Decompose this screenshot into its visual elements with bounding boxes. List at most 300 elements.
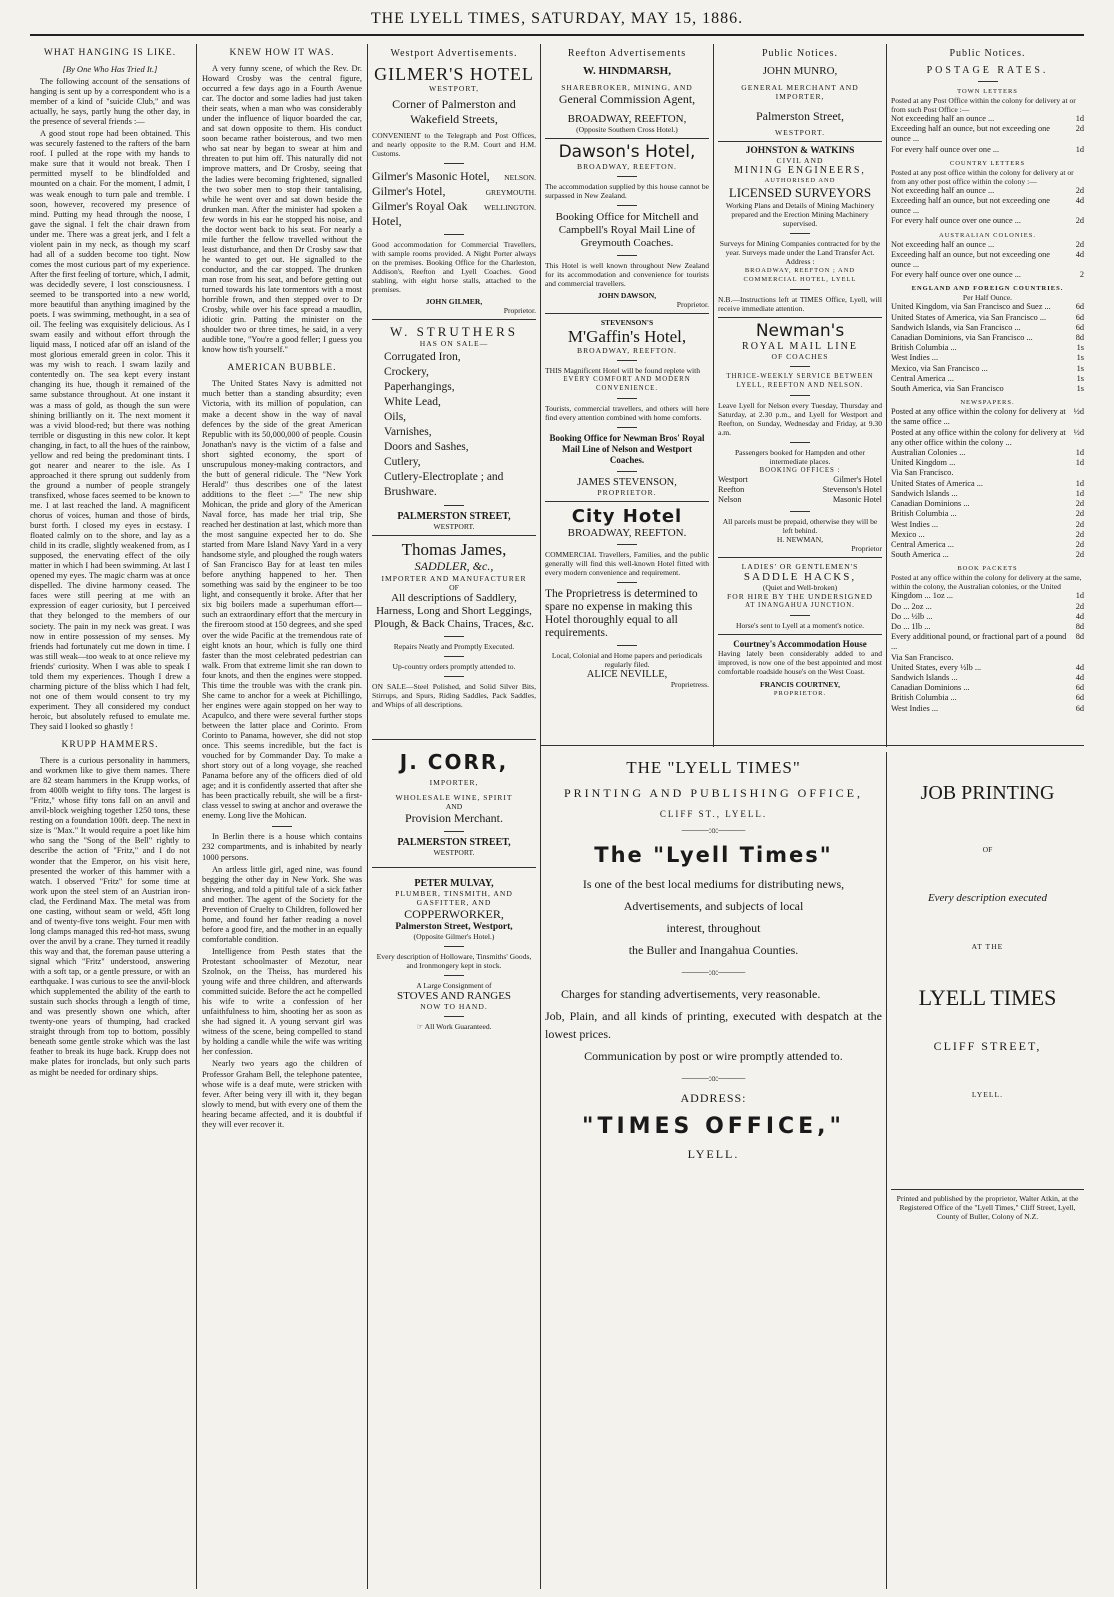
ad-text: Horse's sent to Lyell at a moment's notice. [735,620,864,630]
rate-label: Via San Francisco. [891,652,954,662]
ad-text: (Opposite Gilmer's Hotel.) [413,932,495,941]
ad-text: Tourists, commercial travellers, and others will here find every attention combined with home comforts. [545,404,709,422]
rate-label: Do ... 1lb ... [891,621,931,631]
ad-text: A Large Consignment of [416,981,492,990]
rate-label: Posted at any office within the colony for delivery at any other office within the colony ... [891,427,1066,447]
ad-address: BROADWAY, REEFTON. [577,162,677,171]
ad-text: Advertisements, and subjects of local [623,899,804,913]
ad-text: LADIES' OR GENTLEMEN'S [741,561,859,571]
rate-row [891,216,1084,226]
rate-row [891,704,1084,714]
paragraph: A good stout rope had been obtained. This was securely fastened to the rafters of the barn roof. I pulled at the rope with my hands to make sure that it would not break. Then I permitted myself to be blindfolded and mounted on a chair. For the moment, I admit, I was weak enough to turn pale and tremble. I soon, however, recovered my presence of mind. Putting my head through the noose, I gave the signal. I felt the chair drawn from under me. There was a great jerk, and I felt a violent pain in my neck, as though my scarf had all of a sudden become too tight. Now comes the most curious part of my experience. After the first feeling of torture, which, I admit, was decidedly severe, I lost consciousness. I seemed to be transported into a new world, more beautiful than anything imagined by the poets. I was swimming, methought, in a sea of oil. The feeling was exquisitely delicious. As I swam easily and without effort through the liquid mass, I noticed afar off an island of the most glorious emerald green in color. This it was my wish to reach. I swam lazily and contentedly on. The sea kept every instant changing its hue, though it remained of the same substance throughout. At one instant it was a mass of gold, as though the sun were shining brilliantly on it. The next moment it was a vivid blood-red; but there was nothing terrible or disgusting in this new color. It kept changing, in fact, to all the hues of the rainbow, yellow and red being the predominant tints. I got nearer and nearer to the isle. As I approached it there sprung out suddenly from the ground a number of people strangely transfixed, whose faces seemed to be known to me. I at last reached the land. A magnificent chorus of voices, human and those of birds, burst forth. I closed my eyes in ecstasy. I floated calmly on to the shore, and lay as a child in its cradle, slightly weakened from, as I supposed, the enervating effect of the oily matter in which I had been swimming. At last I opened my eyes. The magic charm was at once dispelled. The divine harmony ceased. The faces were still peering at me with an expression of eager curiosity, but I perceived that they belonged to the members of our society. The pain in my neck was great. I was now in entire possession of my senses. My friends had fortunately cut me down in time. I was still weak—too weak to at once relieve my friends' curiosity. When I was able to speak I told them my experiences. Though I drew a charming picture of the bliss which I had felt, not one of them would consent to try my experiment. They all considered my conduct heroic, but absolutely refused to emulate me. They said I looked so ghastly ! [30,129,190,731]
ad-address: PALMERSTON STREET, [397,837,511,848]
separator [617,582,637,583]
ad-title: Courtney's Accommodation House [733,638,867,649]
ad-text: The Proprietress is determined to spare no expense in making this Hotel thoroughly equal to all requirements. [545,588,698,639]
rate-row [891,520,1084,530]
rate-price: 1d [1075,488,1084,498]
list-item: Oils, [384,411,407,423]
ad-town: WESTPORT. [433,522,475,531]
rate-label: Every additional pound, or fractional part of a pound ... [891,632,1067,652]
rate-label: Not exceeding half an ounce ... [891,114,995,123]
separator [444,656,464,657]
rate-price: 1d [1075,591,1084,601]
ad-title: "TIMES OFFICE," [581,1114,846,1139]
rate-label: Sandwich Islands, via San Francisco ... [891,322,1021,332]
ad-title: The "Lyell Times" [594,843,833,867]
ad-role: Proprietress. [670,680,709,689]
separator [444,234,464,235]
section-header: Reefton Advertisements [567,48,687,59]
section-rule [372,739,536,740]
article-title: AMERICAN BUBBLE. [227,363,337,374]
ad-text: interest, throughout [666,921,761,935]
office-hotel: Gilmer's Hotel [833,475,882,484]
rate-label: Posted at any office within the colony for delivery at the same office ... [891,407,1066,427]
hotel-name: Gilmer's Hotel, [372,184,446,198]
list-item: White Lead, [384,396,441,408]
masthead: THE LYELL TIMES, SATURDAY, MAY 15, 1886. [370,10,744,27]
ad-title: GILMER'S HOTEL [374,64,534,84]
rate-label: Canadian Dominions ... [891,683,970,693]
hotel-town: NELSON. [504,173,536,182]
office-town: Reefton [718,485,745,495]
ad-text: COMMERCIAL Travellers, Families, and the public generally will find this well-known Hotel fitted with every modern convenience and requirement. [545,550,709,577]
ad-text: NOW TO HAND. [420,1002,488,1011]
rate-label: British Columbia ... [891,693,957,703]
rate-label: Canadian Dominions ... [891,499,970,509]
office-row [718,475,882,485]
ad-trade: SADDLER, &c., [414,559,494,573]
ad-trade: WHOLESALE WINE, SPIRIT [395,793,513,802]
ad-text: AT THE [971,942,1004,951]
ad-address: Palmerston Street, Westport, [395,922,513,932]
ad-text: FOR HIRE BY THE UNDERSIGNED [727,591,873,601]
rate-row [891,145,1084,155]
rate-label: Kingdom ... 1oz ... [891,591,953,601]
separator [790,615,810,616]
column-divider [886,752,887,1589]
rate-price: 6d [1075,302,1084,312]
column-5 [718,44,882,741]
ad-text: EVERY COMFORT AND MODERN CONVENIENCE. [563,376,691,392]
rate-price: 1s [1076,343,1084,353]
rate-price: 8d [1075,333,1084,343]
ad-text: (Opposite Southern Cross Hotel.) [576,125,678,134]
ad-text: IMPORTER AND MANUFACTURER [381,574,527,583]
section-rule [891,1189,1084,1190]
ad-text: This Hotel is well known throughout New Zealand for its accommodation and convenience for tourists and commercial travellers. [545,261,709,288]
ad-text: Booking Office for Newman Bros' Royal Mail Line of Nelson and Westport Coaches. [549,433,705,465]
rate-price: 2d [1075,239,1084,249]
ad-address: BROADWAY, REEFTON ; AND COMMERCIAL HOTEL, LYELL [743,267,857,283]
article-title: KNEW HOW IT WAS. [229,48,335,58]
ad-title: Newman's [755,321,845,341]
ad-text: Every description executed [927,892,1048,904]
ad-trade: SHAREBROKER, MINING, AND [561,83,693,92]
rate-price: 2d [1075,499,1084,509]
ad-text: Is one of the best local mediums for distributing news, [582,877,845,891]
column-divider [196,44,197,1589]
rate-label: Mexico ... [891,529,925,539]
ad-title: J. CORR, [399,750,509,774]
ad-town: LYELL. [971,1090,1004,1099]
rate-label: Central America ... [891,373,954,383]
rate-label: Exceeding half an ounce, but not exceeding one ounce ... [891,124,1050,144]
separator [617,205,637,206]
rate-price: 2 [1079,270,1084,280]
rate-price: 1s [1076,353,1084,363]
rate-row [891,114,1084,124]
ad-text: N.B.—Instructions left at TIMES Office, Lyell, will receive immediate attention. [718,295,882,313]
column-4 [545,44,709,741]
separator [444,946,464,947]
ad-text: General Commission Agent, [558,92,696,106]
column-3 [372,44,536,1591]
rate-row [891,509,1084,519]
ad-title: LYELL TIMES [918,985,1057,1010]
imprint: Printed and published by the proprietor, Walter Atkin, at the Registered Office of the "Lyell Times," Cliff Street, Lyell, County of Buller, Colony of N.Z. [896,1194,1079,1221]
office-town: Nelson [718,495,742,505]
rates-table [891,114,1084,155]
rate-price: 1d [1075,448,1084,458]
ad-text: AT INANGAHUA JUNCTION. [745,601,855,609]
ad-town: WESTPORT, [429,84,479,93]
ad-text: Local, Colonial and Home papers and periodicals regularly filed. [551,651,703,669]
ad-title: LICENSED SURVEYORS [728,185,872,200]
ad-town: LYELL. [687,1147,740,1161]
separator [617,427,637,428]
ad-text: Up-country orders promptly attended to. [392,662,516,671]
rate-label: Mexico, via San Francisco ... [891,363,988,373]
rate-row [891,302,1084,312]
rate-row [891,550,1084,560]
ad-text: STOVES AND RANGES [396,990,512,1002]
rate-row [891,468,1084,478]
article-body [30,756,190,1078]
rate-label: Do ... ½lb ... [891,611,933,621]
separator [444,636,464,637]
rate-price: 8d [1075,621,1084,631]
ad-title: M'Gaffin's Hotel, [567,327,687,346]
ad-text: All descriptions of Saddlery, Harness, Long and Short Leggings, Plough, & Back Chains, Traces, &c. [374,592,534,630]
separator [617,645,637,646]
separator [617,255,637,256]
rate-price: 1s [1076,384,1084,394]
rates-heading: AUSTRALIAN COLONIES. [939,231,1036,239]
rate-row [891,540,1084,550]
rate-label: Australian Colonies ... [891,448,966,458]
ad-role: Proprietor. [676,300,709,309]
ad-text: Working Plans and Details of Mining Machinery prepared and the Erection Mining Machinery supervised. [725,201,875,228]
rate-label: South America, via San Francisco [891,384,1004,394]
ad-role: Proprietor. [503,306,536,315]
ad-text: All parcels must be prepaid, otherwise they will be left behind. [722,516,878,535]
ornament-divider: ———:o:——— [681,825,746,835]
rate-row [891,364,1084,374]
section-header: Public Notices. [761,48,839,59]
section-header: Westport Advertisements. [390,48,518,59]
separator [272,826,292,827]
ad-title: JOHN MUNRO, [762,65,838,77]
ad-address: Corner of Palmerston and Wakefield Streets, [392,97,516,126]
office-hotel: Masonic Hotel [832,495,882,505]
article-body [30,77,190,732]
rates-intro: Posted at any office within the colony for delivery at the same, within the colony, the Australian colonies, or the United [891,573,1082,592]
section-rule [718,634,882,635]
rate-label: Central America ... [891,539,954,549]
rate-label: British Columbia ... [891,509,957,519]
ad-address: BROADWAY, REEFTON, [567,113,687,125]
article-title: WHAT HANGING IS LIKE. [43,48,177,58]
rate-label: Do ... 2oz ... [891,601,932,611]
section-header: Public Notices. [949,48,1026,59]
rate-row [891,622,1084,632]
ad-trade: GENERAL MERCHANT AND IMPORTER, [741,83,859,101]
rate-row [891,458,1084,468]
ad-owner: STEVENSON'S [600,318,654,327]
rate-price: 1d [1075,458,1084,468]
rate-price: ½d [1073,427,1084,437]
ad-item-list [372,350,536,500]
paragraph: A very funny scene, of which the Rev. Dr. Howard Crosby was the central figure, occurred a few days ago in a Fourth Avenue car. The doctor and some ladies had just taken their seats, when a man who was considerably under the influence of liquor boarded the car, and sat down opposite to them. His conduct soon became rather boisterous, and two men who sat near by began to swear at him and threaten to put him off. This naturally did not improve matters, and Dr Crosby, seeing that the ladies were becoming frightened, signalled the two sober men to stop their tantalising, while he went over and sat down beside the drunken man. After the minister had spoken a few words in his ear he stopped his noise, and the doctor went back to his seat. For nearly a mile further the fellow travelled without the least disturbance, and then Dr Crosby saw that he wanted to get out. He signalled to the conductor, and the car stopped. The drunken man rose from his seat, and before getting out turned towards his late tormentors with a most horrible frown, and then stepped over to Dr Crosby, while over his face spread a maudlin, idiotic grin. Patting the minister on the shoulder two or three times, he said, in a very audible tone, "You're a good feller; I guess you know how tis'h yourself." [202,64,362,355]
column-divider [367,44,368,1589]
ad-text: Every description of Holloware, Tinsmiths' Goods, and Ironmongery kept in stock. [376,952,532,970]
job-printing-ad [891,752,1084,1591]
ad-signature: JOHN DAWSON, [597,291,657,300]
paragraph: In Berlin there is a house which contains 232 compartments, and is inhabited by nearly 1000 persons. [202,832,362,862]
rate-label: For every half ounce over one ... [891,144,1000,154]
rates-table [891,240,1084,281]
ad-text: BOOKING OFFICES : [759,467,841,474]
paragraph: The United States Navy is admitted not much better than a standing absurdity; even Victoria, with its million of population, can make a decent show in the way of naval defences by the side of the great American Republic with its 50,000,000 of people. Cousin Jonathan's navy is the victim of a false and short sighted economy, the sport of unscrupulous money-making contractors, and the butt of general ridicule. The "New York Herald" thus describes one of the latest additions to the fleet :—" The new ship Mohican, the pride and glory of the American Naval force, has made her trial trip, She reached her destination at last, which more than the most sanguine expected her to do. She started from Mare Island Navy Yard in a very handsome style, and ploughed the rough waters of San Francisco Bay for at least ten miles before anything happened to her. Then something was said by the engineer to be too light, and consequently it broke. After that her six big boilers made a superhuman effort—such an extraordinary effort that the mercury in the fireroom stood at 150 degrees, and she sped over the wide Pacific at the tremendous rate of eight knots an hour, which is fully one third faster than the most celebrated pedestrian can walk. From that extreme limit she ran down to four knots, and then the engines were stopped. This time the trouble was with the crank pin. She came to anchor for a week at Pichillingo, her engines were again stopped on her way to Acapulco, and there were several further stops between the latter place and Corinto. From Corinto to Panama, however, she did not stop once. This seems incredible, but the fact is vouched for by Commander Day. To make a short story out of a long voyage, she reached Panama before any of the officers died of old age; and it is confidently asserted that after she has been practically rebuilt, she will be a first-class vessel to swing at anchor and overawe the enemy. Long live the Mohican. [202,379,362,821]
separator [444,831,464,832]
section-rule [545,138,709,139]
ad-text: COPPERWORKER, [404,907,504,921]
rate-price: 6d [1075,322,1084,332]
rate-price: 6d [1075,703,1084,713]
rates-table [891,186,1084,227]
ad-signature: JOHN GILMER, [425,297,483,306]
rate-row [891,313,1084,323]
rate-row [891,602,1084,612]
hotel-town: GREYMOUTH. [485,188,536,197]
separator [444,505,464,506]
separator [617,360,637,361]
ad-label: ADDRESS: [680,1091,747,1105]
ad-signature: JAMES STEVENSON, [577,477,677,488]
separator [617,471,637,472]
rates-table [891,407,1084,560]
ad-text: THIS Magnificent Hotel will be found replete with [545,366,701,375]
ad-text: Address : [785,257,815,266]
rate-row [891,333,1084,343]
rate-row [891,499,1084,509]
hotel-name: Gilmer's Royal Oak Hotel, [372,199,468,228]
rate-price: 2d [1075,509,1084,519]
section-rule [372,535,536,536]
rate-row [891,489,1084,499]
list-item: Crockery, [384,366,429,378]
ad-text: ROYAL MAIL LINE [742,341,858,352]
rates-heading: NEWSPAPERS. [960,399,1015,407]
rate-label: West Indies ... [891,703,939,713]
rate-label: West Indies ... [891,353,939,363]
hotel-town: WELLINGTON. [484,203,536,212]
column-6 [891,44,1084,741]
section-rule [545,501,709,502]
rates-heading: ENGLAND AND FOREIGN COUNTRIES. [911,285,1064,293]
rate-price: 6d [1075,312,1084,322]
ad-title: Dawson's Hotel, [558,142,696,162]
ad-text: OF [982,845,993,854]
rates-intro: Posted at any post office within the colony for delivery at or from any other post office within the colony :— [891,167,1074,186]
rates-subheading: Per Half Ounce. [962,293,1013,303]
rate-price: 1d [1075,144,1084,154]
ad-text: ☞ All Work Guaranteed. [416,1022,492,1031]
rate-row [891,448,1084,458]
rate-row [891,124,1084,144]
rate-label: For every half ounce over one ounce ... [891,270,1021,280]
ad-town: WESTPORT. [433,848,475,857]
paragraph: The following account of the sensations of hanging is sent up by a correspondent who is a member of a kind of "suicide Club," and was actually, he says, partly hung the other day, in the presence of several friends :— [30,77,190,127]
ad-text: Job, Plain, and all kinds of printing, executed with despatch at the lowest prices. [545,1009,882,1041]
ad-title: W. HINDMARSH, [583,65,671,77]
ad-address: CLIFF STREET, [933,1039,1042,1053]
rate-price: 2d [1075,124,1084,134]
ad-text: Passengers booked for Hampden and other intermediate places. [734,448,866,466]
rate-price: 4d [1075,249,1084,259]
rate-label: South America ... [891,550,949,560]
rate-price: 1d [1075,478,1084,488]
rate-row [891,530,1084,540]
ad-address: Palmerston Street, [756,109,844,123]
ad-hotel-list [372,169,536,229]
list-item: Cutlery-Electroplate ; and [384,471,504,483]
separator [790,289,810,290]
ad-text: Good accommodation for Commercial Travellers, with sample rooms provided. A Night Porter always on the premises. Booking Office for the Charleston, Addison's, Reefton and Lyell Coaches. Good stabling, with eight horse stalls, attached to the premises. [372,240,536,294]
rate-row [891,186,1084,196]
rates-title: POSTAGE RATES. [926,65,1049,76]
list-item: Doors and Sashes, [384,441,469,453]
section-rule [372,319,536,320]
separator [617,544,637,545]
list-item: Paperhangings, [384,381,455,393]
ad-text: OF COACHES [771,352,829,361]
rate-price: 2d [1075,519,1084,529]
ad-signature: ALICE NEVILLE, [586,669,668,680]
ad-role: Proprietor [851,543,882,553]
ornament-divider: ———:o:——— [681,967,746,977]
ad-text: Leave Lyell for Nelson every Tuesday, Thursday and Saturday, at 2.30 p.m., and Lyell for Westport and Reefton, on Sunday, Wednesday and Friday, at 9.30 a.m. [718,401,882,437]
office-town: Westport [718,475,748,484]
rate-row [891,632,1084,652]
ad-text: Communication by post or wire promptly attended to. [584,1049,843,1063]
rate-price: 8d [1075,632,1084,642]
rate-price: 6d [1075,693,1084,703]
rate-price: 2d [1075,601,1084,611]
rate-label: Canadian Dominions, via San Francisco ... [891,333,1033,343]
list-item: Cutlery, [384,456,421,468]
rate-price: 1s [1076,373,1084,383]
list-item: Varnishes, [384,426,432,438]
rate-price: 1s [1076,363,1084,373]
list-item: Corrugated Iron, [384,351,461,363]
rates-intro: Posted at any Post Office within the colony for delivery at or from such Post Office :— [891,96,1076,114]
section-rule [718,317,882,318]
paragraph: Intelligence from Pesth states that the Protestant schoolmaster of Mezotur, near Szolnok, on the Theiss, has murdered his young wife and three children, and afterwards committed suicide. Before the act he compelled his wife to write a confession of her unfaithfulness to him, shooting her as soon as she had signed it. A young servant girl was witness of the scene, being compelled to stand by holding a candle while the wife was writing her confession. [202,946,362,1057]
rate-row [891,693,1084,703]
rate-row [891,250,1084,270]
office-hotel: Stevenson's Hotel [822,485,882,495]
ad-title: JOHNSTON & WATKINS [745,146,855,156]
rate-row [891,196,1084,216]
ad-text: CIVIL AND [776,156,824,165]
rate-price: 2d [1075,185,1084,195]
rate-label: United Kingdom, via San Francisco and Suez ... [891,302,1051,312]
rate-label: West Indies ... [891,519,939,529]
ad-role: PROPRIETOR. [597,488,657,497]
rate-price: 2d [1075,539,1084,549]
ad-title: Thomas James, [401,540,507,559]
column-divider [540,44,541,1589]
rate-row [891,663,1084,673]
paragraph: An artless little girl, aged nine, was found begging the other day in New York. She was shivering, and told a pitiful tale of a sick father and mother. The agent of the Society for the Prevention of Cruelty to Children, followed her home, and found her father reading a novel before a good fire, and the mother in an equally comfortable condition. [202,864,362,944]
ad-text: Charges for standing advertisements, very reasonable. [561,987,821,1001]
ad-role: PROPRIETOR. [773,689,827,697]
separator [617,176,637,177]
office-row [718,485,882,495]
rate-label: British Columbia ... [891,343,957,353]
rate-row [891,353,1084,363]
rate-row [891,270,1084,280]
ad-title: SADDLE HACKS, [743,570,857,583]
ad-text: Having lately been considerably added to and improved, is now one of the best appointed and most comfortable roadside house's on the West Coast. [718,648,882,676]
separator [444,1016,464,1017]
ad-text: Booking Office for Mitchell and Campbell's Royal Mail Line of Greymouth Coaches. [555,211,699,249]
ad-text: MINING ENGINEERS, [734,165,866,176]
rate-row [891,240,1084,250]
rate-row [891,653,1084,663]
section-rule [540,745,1084,746]
ad-address: BROADWAY, REEFTON. [577,346,677,355]
section-rule [718,141,882,142]
hotel-name: Gilmer's Masonic Hotel, [372,169,490,183]
section-rule [372,867,536,868]
rate-row [891,591,1084,601]
ad-title: JOB PRINTING [920,782,1055,804]
rate-price: 4d [1075,662,1084,672]
ad-address: PALMERSTON STREET, [397,511,511,522]
ad-signature: H. NEWMAN, [776,534,824,544]
separator [444,163,464,164]
rate-label: United States, every ½lb ... [891,662,982,672]
ad-text: ON SALE—Steel Polished, and Solid Silver Bits, Stirrups, and Spurs, Riding Saddles, Pack Saddles, and Whips of all descriptions. [372,682,536,709]
ad-text: Provision Merchant. [405,811,503,825]
separator [790,511,810,512]
rates-heading: COUNTRY LETTERS [949,159,1026,167]
separator [790,233,810,234]
ad-title: THE "LYELL TIMES" [626,758,801,777]
paragraph: There is a curious personality in hammers, and workmen like to give them names. There are 82 steam hammers in the Krupp works, of from 400lb weight to fifty tons. The largest is "Fritz," whose fifty tons fall on an anvil and anvil-block weighing together 1250 tons, these resting on a foundation 100ft. deep. The next in size is "Max." It would require a poet like him who sang the "Song of the Bell" rightly to describe the action of "Fritz," and I do not wonder that the Emperor, on his visit here, presented the worker of this hammer with a watch. I observed "Fritz" for some time at work upon the steel stem of an Austrian iron-clad, the Ferdinand Max. The metal was from one casting, without seam or weld, 45ft long and of twenty-five tons weight. Four men with long clamps managed this red-hot mass, swung over the anvil by a crane. They turned it readily this way and that, the foreman pause uttering a signal which "Fritz" understood, answering with a soft tap, or a gentle pressure, or with an earthquake. I was curious to see the anvil-block which supplemented the ability of the earth to sustain such shocks through a length of time, and was presently shown one which, after twenty-one years of thumping, had cracked straight through from top to bottom, possibly beneath some gentle stroke which was the last feather to break its huge back. Krupp does not make plates for ironclads, but only such parts as might be needed for ordinary ships. [30,756,190,1077]
separator [978,81,998,82]
ad-text: THRICE-WEEKLY SERVICE BETWEEN LYELL, REEFTON AND NELSON. [726,373,874,389]
separator [444,676,464,677]
column-divider [886,44,887,747]
rate-price: ½d [1073,407,1084,417]
rate-label: Exceeding half an ounce, but not exceeding one ounce ... [891,249,1050,270]
ad-text: CONVENIENT to the Telegraph and Post Offices, and nearly opposite to the R.M. Court and H.M. Customs. [372,131,536,158]
